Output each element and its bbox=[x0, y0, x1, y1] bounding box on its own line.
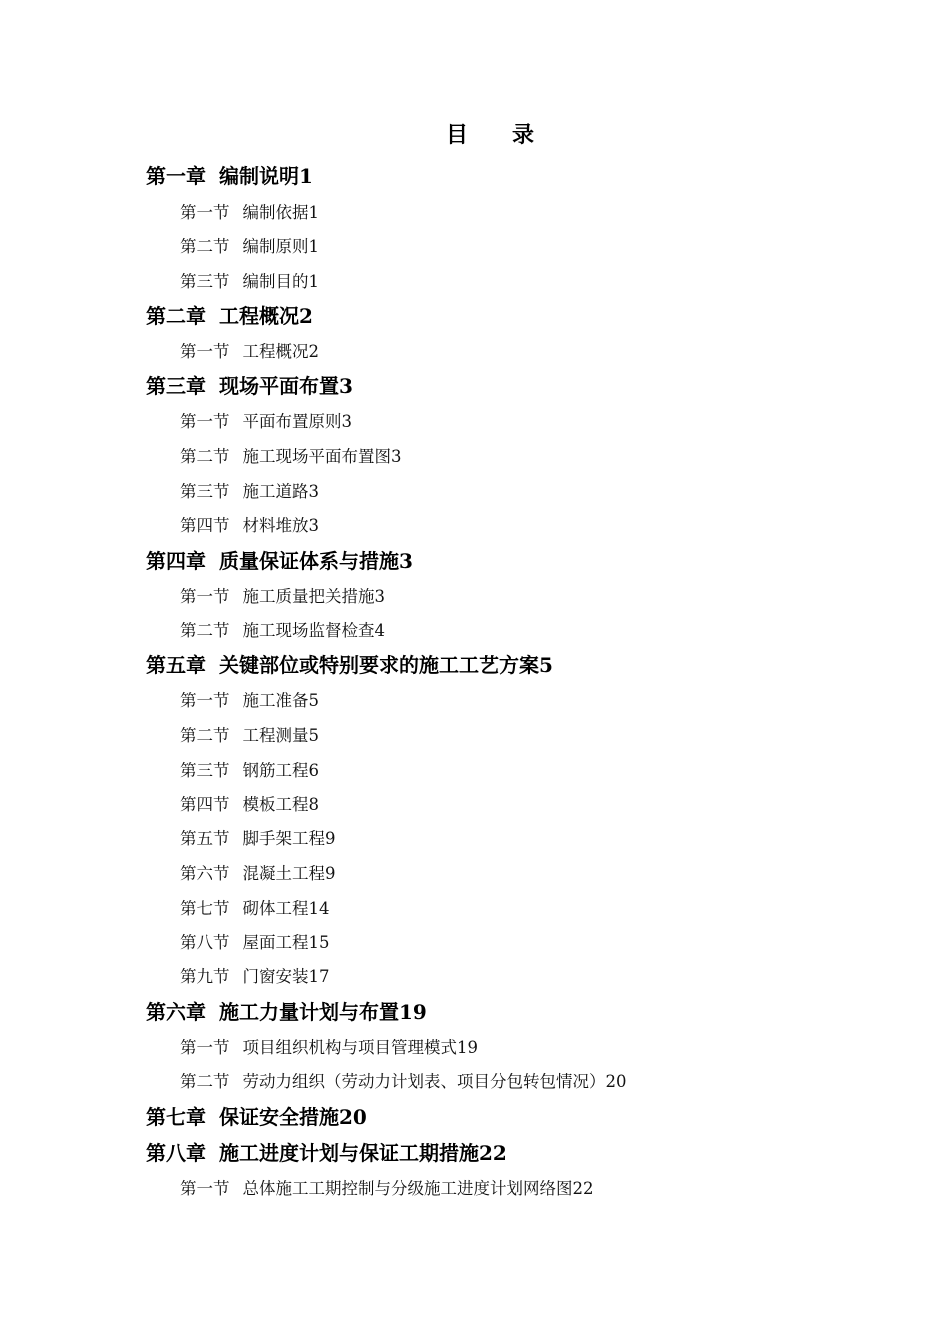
chapter-number: 第六章 bbox=[146, 1000, 206, 1024]
toc-section-entry[interactable] bbox=[180, 1068, 627, 1092]
toc-section-entry[interactable] bbox=[180, 1175, 594, 1199]
section-title: 平面布置原则 bbox=[242, 412, 342, 431]
section-title: 编制依据 bbox=[242, 203, 309, 222]
toc-section-entry[interactable] bbox=[180, 408, 352, 432]
section-title: 混凝土工程 bbox=[242, 864, 325, 883]
page-number: 5 bbox=[539, 653, 553, 677]
page-number: 1 bbox=[308, 203, 319, 222]
chapter-title: 施工进度计划与保证工期措施 bbox=[219, 1141, 479, 1165]
page-number: 1 bbox=[299, 164, 313, 188]
section-number: 第九节 bbox=[180, 967, 230, 986]
section-number: 第四节 bbox=[180, 795, 230, 814]
page-number: 14 bbox=[308, 899, 330, 918]
page-number: 1 bbox=[308, 237, 319, 256]
chapter-title: 质量保证体系与措施 bbox=[219, 549, 399, 573]
toc-section-entry[interactable] bbox=[180, 199, 319, 223]
section-number: 第二节 bbox=[180, 237, 230, 256]
toc-section-entry[interactable] bbox=[180, 929, 330, 953]
page-number: 8 bbox=[308, 795, 319, 814]
page-number: 19 bbox=[457, 1038, 478, 1057]
toc-chapter-entry[interactable] bbox=[146, 545, 413, 574]
section-number: 第二节 bbox=[180, 447, 230, 466]
page-number: 2 bbox=[299, 304, 313, 328]
section-title: 项目组织机构与项目管理模式 bbox=[242, 1038, 457, 1057]
toc-section-entry[interactable] bbox=[180, 895, 330, 919]
chapter-title: 保证安全措施 bbox=[219, 1105, 339, 1129]
chapter-title: 关键部位或特别要求的施工工艺方案 bbox=[219, 653, 539, 677]
section-number: 第五节 bbox=[180, 829, 230, 848]
toc-section-entry[interactable] bbox=[180, 512, 319, 536]
toc-section-entry[interactable] bbox=[180, 233, 319, 257]
section-title: 施工现场平面布置图 bbox=[242, 447, 391, 466]
section-title: 施工准备 bbox=[242, 691, 309, 710]
section-title: 劳动力组织（劳动力计划表、项目分包转包情况） bbox=[242, 1072, 606, 1091]
toc-section-entry[interactable] bbox=[180, 860, 336, 884]
section-number: 第七节 bbox=[180, 899, 230, 918]
section-number: 第三节 bbox=[180, 482, 230, 501]
section-number: 第三节 bbox=[180, 761, 230, 780]
section-title: 编制目的 bbox=[242, 272, 309, 291]
chapter-number: 第四章 bbox=[146, 549, 206, 573]
section-number: 第一节 bbox=[180, 342, 230, 361]
toc-section-entry[interactable] bbox=[180, 583, 385, 607]
page-number: 5 bbox=[308, 691, 319, 710]
section-title: 门窗安装 bbox=[242, 967, 309, 986]
section-title: 工程概况 bbox=[242, 342, 309, 361]
section-number: 第一节 bbox=[180, 203, 230, 222]
section-title: 施工道路 bbox=[242, 482, 309, 501]
toc-chapter-entry[interactable] bbox=[146, 1137, 507, 1166]
toc-section-entry[interactable] bbox=[180, 443, 402, 467]
section-number: 第八节 bbox=[180, 933, 230, 952]
chapter-number: 第三章 bbox=[146, 374, 206, 398]
toc-section-entry[interactable] bbox=[180, 825, 336, 849]
section-title: 施工现场监督检查 bbox=[242, 621, 375, 640]
chapter-title: 工程概况 bbox=[219, 304, 299, 328]
page-number: 9 bbox=[325, 829, 336, 848]
page-number: 22 bbox=[479, 1141, 507, 1165]
section-title: 工程测量 bbox=[242, 726, 309, 745]
section-number: 第三节 bbox=[180, 272, 230, 291]
section-title: 脚手架工程 bbox=[242, 829, 325, 848]
toc-section-entry[interactable] bbox=[180, 722, 319, 746]
page-number: 3 bbox=[374, 587, 385, 606]
page-number: 3 bbox=[308, 482, 319, 501]
toc-chapter-entry[interactable] bbox=[146, 996, 427, 1025]
page-number: 3 bbox=[399, 549, 413, 573]
chapter-title: 施工力量计划与布置 bbox=[219, 1000, 399, 1024]
toc-section-entry[interactable] bbox=[180, 617, 385, 641]
page-number: 3 bbox=[308, 516, 319, 535]
section-title: 钢筋工程 bbox=[242, 761, 309, 780]
toc-title-right: 录 bbox=[512, 122, 535, 148]
toc-section-entry[interactable] bbox=[180, 268, 319, 292]
page-number: 3 bbox=[391, 447, 402, 466]
page-number: 3 bbox=[339, 374, 353, 398]
page-number: 20 bbox=[605, 1072, 627, 1091]
section-number: 第二节 bbox=[180, 726, 230, 745]
toc-chapter-entry[interactable] bbox=[146, 1101, 367, 1130]
toc-section-entry[interactable] bbox=[180, 478, 319, 502]
page-number: 19 bbox=[399, 1000, 427, 1024]
toc-chapter-entry[interactable] bbox=[146, 649, 553, 678]
section-number: 第一节 bbox=[180, 1179, 230, 1198]
section-title: 模板工程 bbox=[242, 795, 309, 814]
toc-chapter-entry[interactable] bbox=[146, 160, 313, 189]
page-number: 5 bbox=[308, 726, 319, 745]
chapter-title: 现场平面布置 bbox=[219, 374, 339, 398]
section-number: 第一节 bbox=[180, 691, 230, 710]
section-number: 第六节 bbox=[180, 864, 230, 883]
page-number: 17 bbox=[308, 967, 330, 986]
page-number: 22 bbox=[572, 1179, 594, 1198]
toc-section-entry[interactable] bbox=[180, 1034, 478, 1058]
chapter-number: 第一章 bbox=[146, 164, 206, 188]
section-number: 第二节 bbox=[180, 1072, 230, 1091]
page-number: 1 bbox=[308, 272, 319, 291]
page-number: 2 bbox=[308, 342, 319, 361]
page-number: 4 bbox=[374, 621, 385, 640]
page-number: 3 bbox=[341, 412, 352, 431]
toc-section-entry[interactable] bbox=[180, 687, 319, 711]
toc-section-entry[interactable] bbox=[180, 757, 319, 781]
toc-section-entry[interactable] bbox=[180, 338, 319, 362]
toc-section-entry[interactable] bbox=[180, 963, 330, 987]
section-title: 材料堆放 bbox=[242, 516, 309, 535]
toc-title-left: 目 bbox=[445, 122, 468, 148]
toc-chapter-entry[interactable] bbox=[146, 370, 353, 399]
section-number: 第二节 bbox=[180, 621, 230, 640]
toc-chapter-entry[interactable] bbox=[146, 300, 313, 329]
chapter-title: 编制说明 bbox=[219, 164, 299, 188]
section-title: 施工质量把关措施 bbox=[242, 587, 375, 606]
section-title: 砌体工程 bbox=[242, 899, 309, 918]
chapter-number: 第七章 bbox=[146, 1105, 206, 1129]
toc-title bbox=[0, 118, 950, 149]
section-number: 第一节 bbox=[180, 412, 230, 431]
chapter-number: 第八章 bbox=[146, 1141, 206, 1165]
section-number: 第一节 bbox=[180, 587, 230, 606]
page-number: 9 bbox=[325, 864, 336, 883]
section-number: 第四节 bbox=[180, 516, 230, 535]
toc-section-entry[interactable] bbox=[180, 791, 319, 815]
chapter-number: 第五章 bbox=[146, 653, 206, 677]
page-number: 15 bbox=[308, 933, 330, 952]
section-title: 编制原则 bbox=[242, 237, 309, 256]
page-number: 6 bbox=[308, 761, 319, 780]
section-number: 第一节 bbox=[180, 1038, 230, 1057]
chapter-number: 第二章 bbox=[146, 304, 206, 328]
page-number: 20 bbox=[339, 1105, 367, 1129]
section-title: 屋面工程 bbox=[242, 933, 309, 952]
section-title: 总体施工工期控制与分级施工进度计划网络图 bbox=[242, 1179, 573, 1198]
